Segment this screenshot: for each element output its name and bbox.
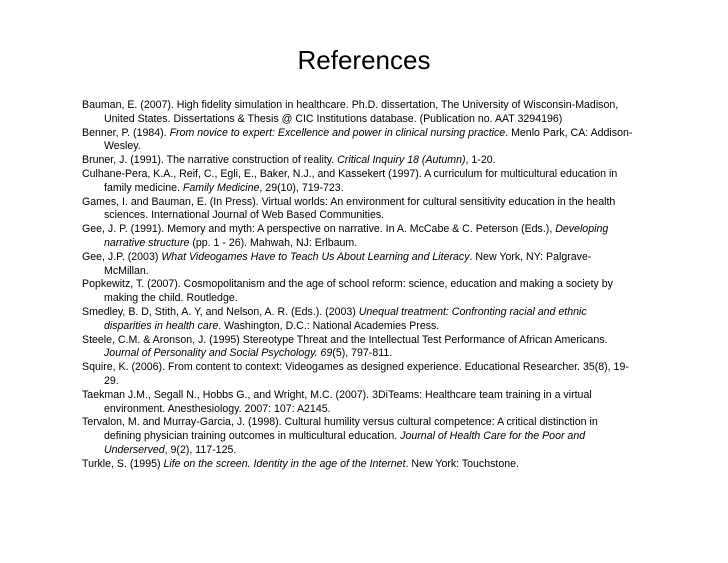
reference-italic-text: Life on the screen. Identity in the age of the Internet — [163, 457, 406, 470]
reference-text: Gee, J. P. (1991). Memory and myth: A perspective on narrative. In A. McCabe & C. Peterson (Eds.), — [82, 223, 556, 236]
reference-entry — [82, 306, 634, 334]
reference-text: (pp. 1 - 26). Mahwah, NJ: Erlbaum. — [189, 236, 358, 249]
reference-text: Gee, J.P. (2003) — [82, 250, 162, 263]
reference-italic-text: Unequal treatment: Confronting racial and ethnic disparities in health care — [104, 305, 587, 332]
reference-italic-text: Family Medicine — [182, 181, 260, 194]
reference-text: , 29(10), 719-723. — [259, 181, 344, 194]
reference-text: Bruner, J. (1991). The narrative construction of reality. — [82, 154, 338, 167]
reference-entry — [82, 416, 634, 457]
reference-entry — [82, 278, 634, 306]
reference-text: Culhane-Pera, K.A., Reif, C., Egli, E., Baker, N.J., and Kassekert (1997). A curriculum for multicultural education in family medicine. — [82, 167, 618, 194]
reference-list — [82, 99, 634, 472]
reference-text: Benner, P. (1984). — [82, 126, 170, 139]
reference-entry — [82, 361, 634, 389]
reference-text: . New York: Touchstone. — [405, 457, 519, 470]
reference-entry — [82, 334, 634, 362]
reference-entry — [82, 458, 634, 472]
reference-entry — [82, 127, 634, 155]
reference-text: , 9(2), 117-125. — [164, 443, 237, 456]
reference-entry — [82, 99, 634, 127]
reference-text: Squire, K. (2006). From content to context: Videogames as designed experience. Educational Researcher. 35(8), 19-29. — [82, 361, 629, 387]
reference-text: Smedley, B. D, Stith, A. Y, and Nelson, A. R. (Eds.). (2003) — [82, 305, 359, 318]
reference-italic-text: Journal of Personality and Social Psychology. 69 — [104, 347, 333, 360]
reference-text: Turkle, S. (1995) — [82, 457, 164, 470]
reference-text: Taekman J.M., Segall N., Hobbs G., and Wright, M.C. (2007). 3DiTeams: Healthcare team training in a virtual environment. Anesthesiology. 2007: 107: A2145. — [82, 388, 592, 415]
reference-italic-text: From novice to expert: Excellence and power in clinical nursing practice — [169, 126, 506, 139]
reference-text: Bauman, E. (2007). High fidelity simulation in healthcare. Ph.D. dissertation, The University of Wisconsin-Madison, United States. Dissertations & Thesis @ CIC Institutions database. (Publication no. AAT 3294196) — [82, 99, 619, 125]
reference-text: Steele, C.M. & Aronson, J. (1995) Stereotype Threat and the Intellectual Test Performance of African Americans. — [82, 333, 608, 346]
reference-text: (5), 797-811. — [332, 347, 393, 360]
reference-entry — [82, 223, 634, 251]
page-title: References — [297, 45, 431, 75]
reference-entry — [82, 154, 634, 168]
reference-entry — [82, 389, 634, 417]
reference-entry — [82, 168, 634, 196]
reference-italic-text: Critical Inquiry 18 (Autumn) — [337, 154, 466, 167]
reference-text: , 1-20. — [465, 154, 496, 167]
reference-text: Games, I. and Bauman, E. (In Press). Virtual worlds: An environment for cultural sensitivity education in the health sciences. International Journal of Web Based Communities. — [82, 195, 616, 222]
reference-text: . New York, NY: Palgrave-McMillan. — [104, 250, 592, 277]
reference-italic-text: What Videogames Have to Teach Us About Learning and Literacy — [161, 250, 470, 263]
reference-entry — [82, 196, 634, 224]
reference-italic-text: Journal of Health Care for the Poor and Underserved — [104, 430, 586, 456]
reference-text: . Menlo Park, CA: Addison-Wesley. — [104, 126, 633, 153]
reference-text: . Washington, D.C.: National Academies Press. — [218, 319, 440, 332]
reference-text: Popkewitz, T. (2007). Cosmopolitanism and the age of school reform: science, education and making a society by making the child. Routledge. — [82, 278, 613, 305]
reference-text: Tervalon, M. and Murray-Garcia, J. (1998). Cultural humility versus cultural competence: A critical distinction in defining physician training outcomes in multicultural education. — [82, 416, 598, 443]
reference-entry — [82, 251, 634, 279]
reference-italic-text: Developing narrative structure — [104, 223, 609, 249]
